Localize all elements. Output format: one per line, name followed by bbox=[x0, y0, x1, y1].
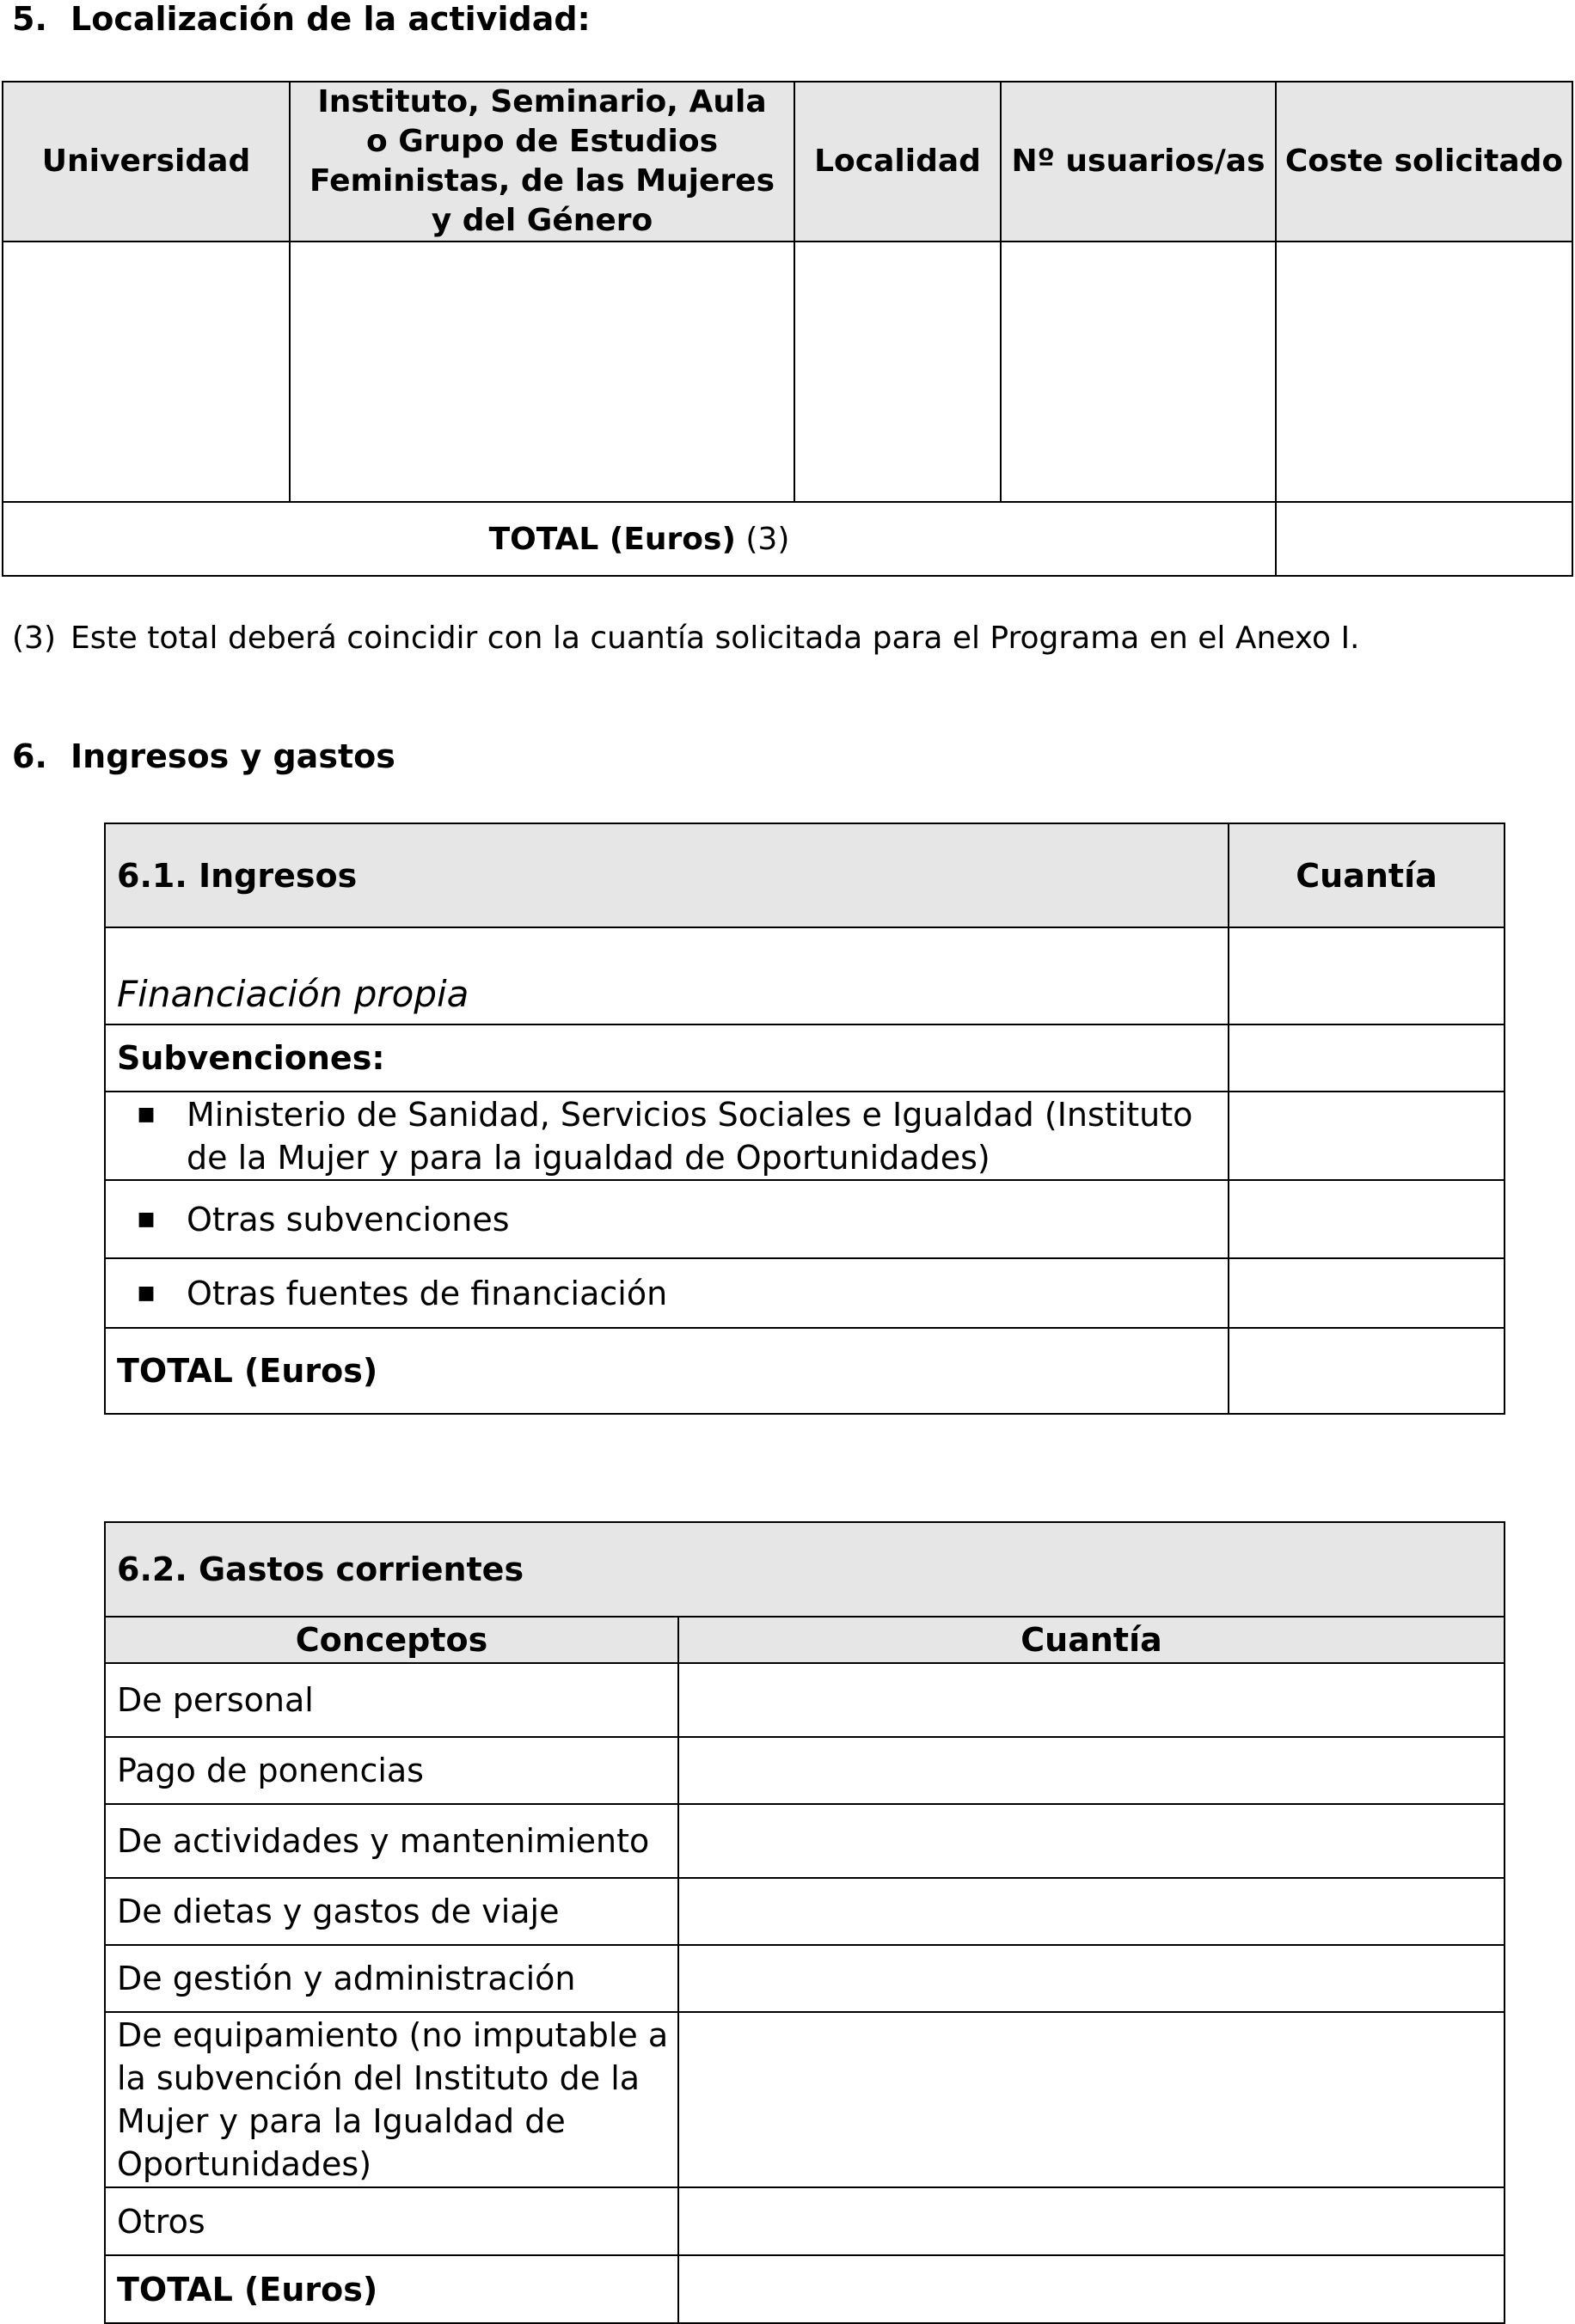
other-sources-label: Otras fuentes de financiación bbox=[187, 1274, 668, 1312]
section-6-title-text: Ingresos y gastos bbox=[70, 737, 395, 775]
table-row bbox=[105, 2187, 1505, 2255]
expenses-total-amount[interactable] bbox=[678, 2255, 1505, 2323]
expenses-total-label: TOTAL (Euros) bbox=[105, 2255, 678, 2323]
concept-amount[interactable] bbox=[678, 1737, 1505, 1804]
own-funding-amount[interactable] bbox=[1229, 927, 1505, 1024]
bullet-icon: ■ bbox=[137, 1208, 156, 1230]
table-row bbox=[105, 1804, 1505, 1878]
income-row-subsidies bbox=[105, 1024, 1505, 1092]
concept-label: De gestión y administración bbox=[105, 1945, 678, 2012]
total-label-cell bbox=[3, 502, 1276, 576]
expenses-total-row bbox=[105, 2255, 1505, 2323]
bullet-icon: ■ bbox=[137, 1103, 156, 1125]
section-5-title bbox=[12, 0, 591, 38]
income-row-other-subsidies bbox=[105, 1180, 1505, 1258]
concept-amount[interactable] bbox=[678, 1945, 1505, 2012]
own-funding-label: Financiación propia bbox=[105, 927, 1229, 1024]
table-row bbox=[3, 242, 1572, 502]
table-row bbox=[105, 1663, 1505, 1737]
income-total-amount[interactable] bbox=[1229, 1328, 1505, 1414]
total-amount-cell[interactable] bbox=[1276, 502, 1572, 576]
ministry-cell bbox=[105, 1092, 1229, 1180]
other-subsidies-amount[interactable] bbox=[1229, 1180, 1505, 1258]
concept-amount[interactable] bbox=[678, 1878, 1505, 1945]
income-row-ministry bbox=[105, 1092, 1505, 1180]
expenses-amount-header: Cuantía bbox=[678, 1617, 1505, 1663]
concept-label: Otros bbox=[105, 2187, 678, 2255]
header-usuarios: Nº usuarios/as bbox=[1001, 82, 1276, 242]
income-total-row bbox=[105, 1328, 1505, 1414]
ministry-label: Ministerio de Sanidad, Servicios Sociales e Igualdad (Instituto de la Mujer y para la igualdad de Oportunidades) bbox=[187, 1095, 1193, 1177]
usuarios-cell[interactable] bbox=[1001, 242, 1276, 502]
income-table bbox=[104, 823, 1505, 1415]
concept-label: Pago de ponencias bbox=[105, 1737, 678, 1804]
concept-label: De equipamiento (no imputable a la subvención del Instituto de la Mujer y para la Igualdad de Oportunidades) bbox=[105, 2012, 678, 2187]
concept-amount[interactable] bbox=[678, 1804, 1505, 1878]
section-6-title bbox=[12, 737, 395, 775]
income-total-label: TOTAL (Euros) bbox=[105, 1328, 1229, 1414]
income-header-row bbox=[105, 823, 1505, 927]
income-title: 6.1. Ingresos bbox=[105, 823, 1229, 927]
header-coste: Coste solicitado bbox=[1276, 82, 1572, 242]
concept-amount[interactable] bbox=[678, 1663, 1505, 1737]
concept-label: De dietas y gastos de viaje bbox=[105, 1878, 678, 1945]
header-instituto: Instituto, Seminario, Aula o Grupo de Estudios Feministas, de las Mujeres y del Género bbox=[290, 82, 794, 242]
expenses-title: 6.2. Gastos corrientes bbox=[105, 1522, 1505, 1617]
income-amount-header: Cuantía bbox=[1229, 823, 1505, 927]
bullet-icon: ■ bbox=[137, 1281, 156, 1304]
concept-amount[interactable] bbox=[678, 2187, 1505, 2255]
table-row bbox=[105, 1737, 1505, 1804]
section-5-title-text: Localización de la actividad: bbox=[70, 0, 591, 38]
subsidies-label: Subvenciones: bbox=[105, 1024, 1229, 1092]
subsidies-amount[interactable] bbox=[1229, 1024, 1505, 1092]
footnote bbox=[12, 621, 1360, 656]
expenses-column-header-row bbox=[105, 1617, 1505, 1663]
other-subsidies-label: Otras subvenciones bbox=[187, 1200, 510, 1238]
other-subsidies-cell bbox=[105, 1180, 1229, 1258]
concepts-header: Conceptos bbox=[105, 1617, 678, 1663]
activity-location-table bbox=[2, 81, 1573, 577]
table-row bbox=[105, 2012, 1505, 2187]
localidad-cell[interactable] bbox=[794, 242, 1001, 502]
income-row-other-sources bbox=[105, 1258, 1505, 1328]
header-localidad: Localidad bbox=[794, 82, 1001, 242]
other-sources-amount[interactable] bbox=[1229, 1258, 1505, 1328]
section-6-number: 6. bbox=[12, 737, 47, 775]
header-universidad: Universidad bbox=[3, 82, 290, 242]
concept-label: De personal bbox=[105, 1663, 678, 1737]
instituto-cell[interactable] bbox=[290, 242, 794, 502]
concept-amount[interactable] bbox=[678, 2012, 1505, 2187]
table-row bbox=[105, 1878, 1505, 1945]
coste-cell[interactable] bbox=[1276, 242, 1572, 502]
income-row-own-funding bbox=[105, 927, 1505, 1024]
footnote-text: Este total deberá coincidir con la cuantía solicitada para el Programa en el Anexo I. bbox=[70, 621, 1360, 656]
other-sources-cell bbox=[105, 1258, 1229, 1328]
table-header-row bbox=[3, 82, 1572, 242]
concept-label: De actividades y mantenimiento bbox=[105, 1804, 678, 1878]
expenses-table bbox=[104, 1521, 1505, 2324]
total-row bbox=[3, 502, 1572, 576]
table-row bbox=[105, 1945, 1505, 2012]
ministry-amount[interactable] bbox=[1229, 1092, 1505, 1180]
total-label: TOTAL (Euros) bbox=[488, 521, 736, 557]
section-5-number: 5. bbox=[12, 0, 47, 38]
universidad-cell[interactable] bbox=[3, 242, 290, 502]
total-footnote-ref: (3) bbox=[745, 521, 790, 557]
footnote-ref: (3) bbox=[12, 621, 56, 656]
expenses-header-row bbox=[105, 1522, 1505, 1617]
